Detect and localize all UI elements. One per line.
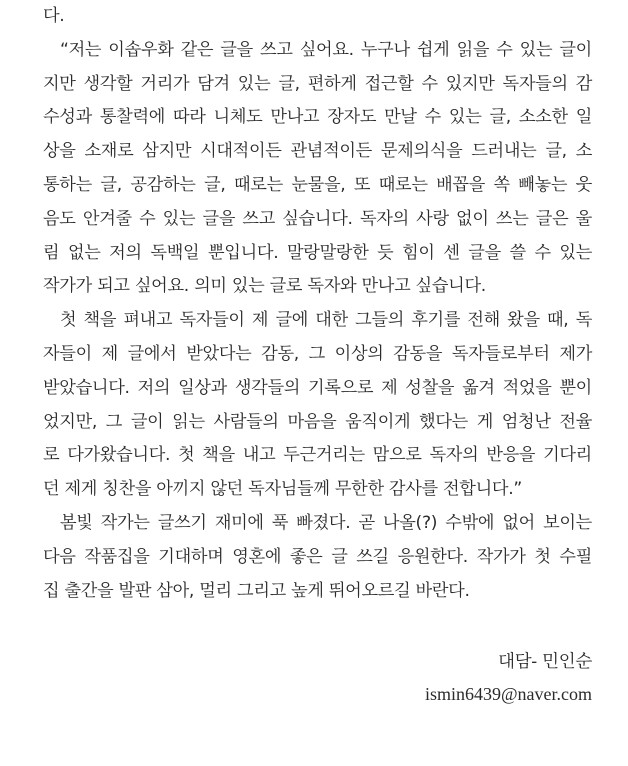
text-line: 림 없는 저의 독백일 뿐입니다. 말랑말랑한 듯 힘이 센 글을 쓸 수 있는 <box>43 242 592 263</box>
text-line: 첫 책을 펴내고 독자들이 제 글에 대한 그들의 후기를 전해 왔을 때, 독 <box>60 310 592 331</box>
text-line: 던 제게 칭찬을 아끼지 않던 독자님들께 무한한 감사를 전합니다.” <box>43 479 522 500</box>
text-line: 수성과 통찰력에 따라 니체도 만나고 장자도 만날 수 있는 글, 소소한 일 <box>43 107 592 128</box>
text-line: 통하는 글, 공감하는 글, 때로는 눈물을, 또 때로는 배꼽을 쏙 빼놓는 웃 <box>43 174 592 195</box>
text-line: 상을 소재로 삼지만 시대적이든 관념적이든 문제의식을 드러내는 글, 소 <box>43 141 592 162</box>
text-line: 다. <box>43 6 65 26</box>
article-body <box>43 0 592 608</box>
text-line: 다음 작품집을 기대하며 영혼에 좋은 글 쓰길 응원한다. 작가가 첫 수필 <box>43 546 592 567</box>
text-line: 봄빛 작가는 글쓰기 재미에 푹 빠졌다. 곧 나올(?) 수밖에 없어 보이는 <box>60 512 592 533</box>
text-line: 지만 생각할 거리가 담겨 있는 글, 편하게 접근할 수 있지만 독자들의 감 <box>43 73 592 94</box>
interviewer-credit: 대담- 민인순 <box>498 652 592 672</box>
paragraph-author-gratitude <box>43 304 592 507</box>
text-line: 작가가 되고 싶어요. 의미 있는 글로 독자와 만나고 싶습니다. <box>43 276 486 297</box>
text-line: 받았습니다. 저의 일상과 생각들의 기록으로 제 성찰을 옮겨 적었을 뿐이 <box>43 377 592 398</box>
text-line: 음도 안겨줄 수 있는 글을 쓰고 싶습니다. 독자의 사랑 없이 쓰는 글은 울 <box>43 208 592 229</box>
text-line: 집 출간을 발판 삼아, 멀리 그리고 높게 뛰어오르길 바란다. <box>43 580 470 601</box>
interviewer-email: ismin6439@naver.com <box>424 684 592 704</box>
text-line: “저는 이솝우화 같은 글을 쓰고 싶어요. 누구나 쉽게 읽을 수 있는 글이 <box>60 39 592 60</box>
text-line: 자들이 제 글에서 받았다는 감동, 그 이상의 감동을 독자들로부터 제가 <box>43 343 592 364</box>
text-line: 었지만, 그 글이 읽는 사람들의 마음을 움직이게 했다는 게 엄청난 전율 <box>43 411 592 432</box>
paragraph-closing <box>43 507 592 608</box>
text-line: 로 다가왔습니다. 첫 책을 내고 두근거리는 맘으로 독자의 반응을 기다리 <box>43 445 592 466</box>
paragraph-continuation <box>43 0 592 34</box>
paragraph-author-quote <box>43 34 592 304</box>
